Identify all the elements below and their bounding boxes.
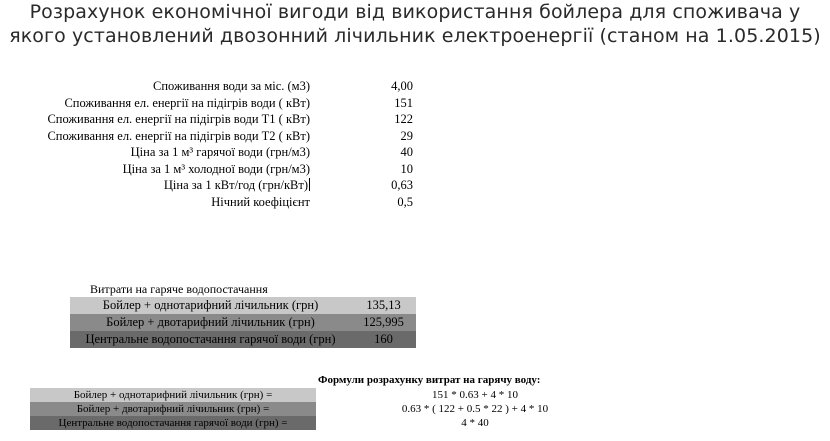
costs-title: Витрати на гаряче водопостачання	[90, 282, 268, 296]
param-value: 0,63	[391, 178, 413, 192]
param-value: 40	[400, 145, 413, 159]
param-label-with-cursor	[164, 177, 310, 194]
formula-expression: 4 * 40	[461, 417, 489, 429]
param-row	[40, 111, 440, 128]
param-label: Ціна за 1 м³ холодної води (грн/м3)	[122, 161, 310, 176]
param-row	[40, 177, 440, 194]
param-value: 29	[400, 128, 413, 143]
param-value: 122	[394, 112, 413, 126]
formula-label: Центральне водопостачання гарячої води (грн) =	[30, 416, 316, 430]
param-label: Споживання ел. енергії на підігрів води ( кВт)	[64, 95, 310, 110]
text-cursor	[309, 178, 310, 191]
cost-label: Бойлер + двотарифний лічильник (грн)	[106, 315, 315, 329]
param-row	[40, 78, 440, 95]
param-label: Ціна за 1 м³ гарячої води (грн/м3)	[130, 145, 310, 159]
formulas-title: Формули розрахунку витрат на гарячу воду:	[318, 374, 541, 386]
page-title	[0, 0, 830, 48]
title-line-2: якого установлений двозонний лічильник електроенергії (станом на 1.05.2015)	[9, 25, 821, 47]
param-label: Споживання ел. енергії на підігрів води Т2 ( кВт)	[47, 128, 310, 143]
param-row	[40, 144, 440, 161]
cost-value: 160	[374, 332, 393, 346]
formula-label: Бойлер + однотарифний лічильник (грн) =	[30, 388, 316, 402]
cost-row	[70, 314, 416, 331]
title-line-1: Розрахунок економічної вигоди від використання бойлера для споживача у	[29, 1, 801, 23]
param-label: Нічний коефіцієнт	[211, 194, 310, 209]
param-value: 0,5	[397, 194, 413, 209]
formula-label: Бойлер + двотарифний лічильник (грн) =	[30, 402, 316, 416]
formula-expressions	[380, 388, 570, 430]
param-value: 151	[394, 95, 413, 110]
param-label: Споживання води за міс. (м3)	[153, 79, 310, 93]
param-row	[40, 95, 440, 112]
cost-value: 125,995	[363, 315, 404, 329]
param-row	[40, 128, 440, 145]
formula-expression: 0.63 * ( 122 + 0.5 * 22 ) + 4 * 10	[401, 403, 549, 415]
cost-label: Центральне водопостачання гарячої води (грн)	[85, 332, 336, 346]
costs-table	[70, 297, 416, 348]
cost-value: 135,13	[366, 298, 401, 312]
param-label: Ціна за 1 кВт/год (грн/кВт)	[163, 178, 308, 192]
param-label: Споживання ел. енергії на підігрів води Т1 ( кВт)	[47, 112, 310, 126]
formula-expression: 151 * 0.63 + 4 * 10	[432, 389, 518, 401]
cost-row	[70, 331, 416, 348]
param-row	[40, 194, 440, 211]
param-row	[40, 161, 440, 178]
cost-label: Бойлер + однотарифний лічильник (грн)	[102, 298, 319, 312]
parameters-table	[40, 78, 440, 210]
formula-labels	[30, 388, 316, 430]
param-value: 10	[400, 161, 413, 176]
param-value: 4,00	[391, 79, 413, 93]
cost-row	[70, 297, 416, 314]
